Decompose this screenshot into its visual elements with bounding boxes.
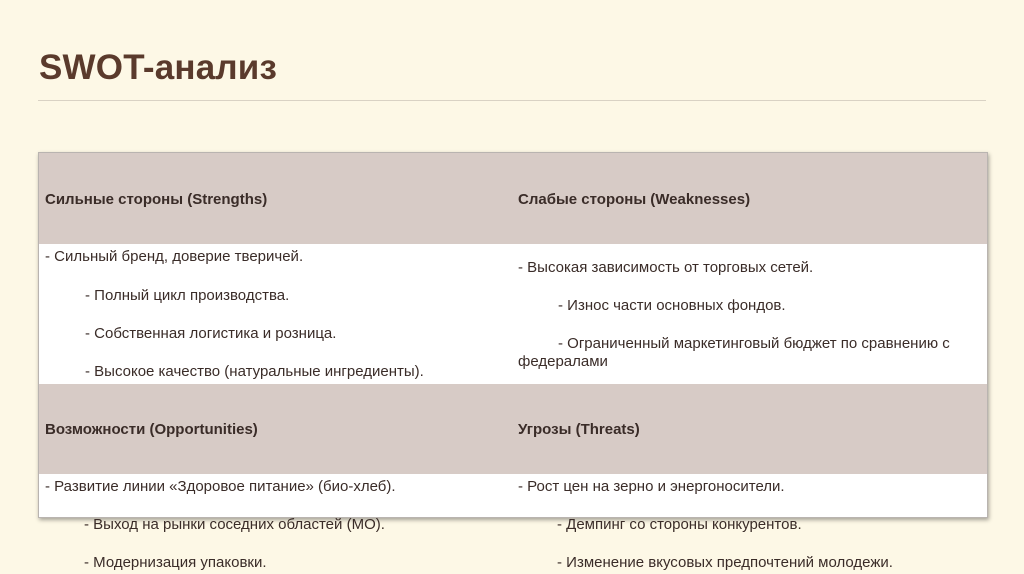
list-item: - Высокое качество (натуральные ингредиенты). [85,363,424,380]
list-item: - Демпинг со стороны конкурентов. [557,516,802,533]
list-item: - Развитие линии «Здоровое питание» (био-хлеб). [45,478,396,495]
list-item: - Износ части основных фондов. [558,297,786,314]
list-item: - Собственная логистика и розница. [85,325,337,342]
list-item: - Высокая зависимость от торговых сетей. [518,259,814,276]
opportunities-heading: Возможности (Opportunities) [45,421,258,438]
list-item: - Ограниченный маркетинговый бюджет по сравнению с федералами [518,335,950,370]
list-item: - Рост цен на зерно и энергоносители. [518,478,785,495]
threats-overflow [517,516,979,574]
list-item: - Выход на рынки соседних областей (МО). [84,516,385,533]
list-item: - Полный цикл производства. [85,287,290,304]
strengths-heading: Сильные стороны (Strengths) [45,191,268,208]
list-item: - Сильный бренд, доверие тверичей. [45,248,304,265]
list-item: - Модернизация упаковки. [84,554,267,571]
page-title: SWOT-анализ [39,48,278,87]
list-item: - Изменение вкусовых предпочтений молодежи. [557,554,893,571]
threats-heading: Угрозы (Threats) [518,421,640,438]
opportunities-overflow [44,516,504,574]
weaknesses-heading: Слабые стороны (Weaknesses) [518,191,751,208]
title-divider [38,100,986,101]
swot-table [38,152,988,518]
